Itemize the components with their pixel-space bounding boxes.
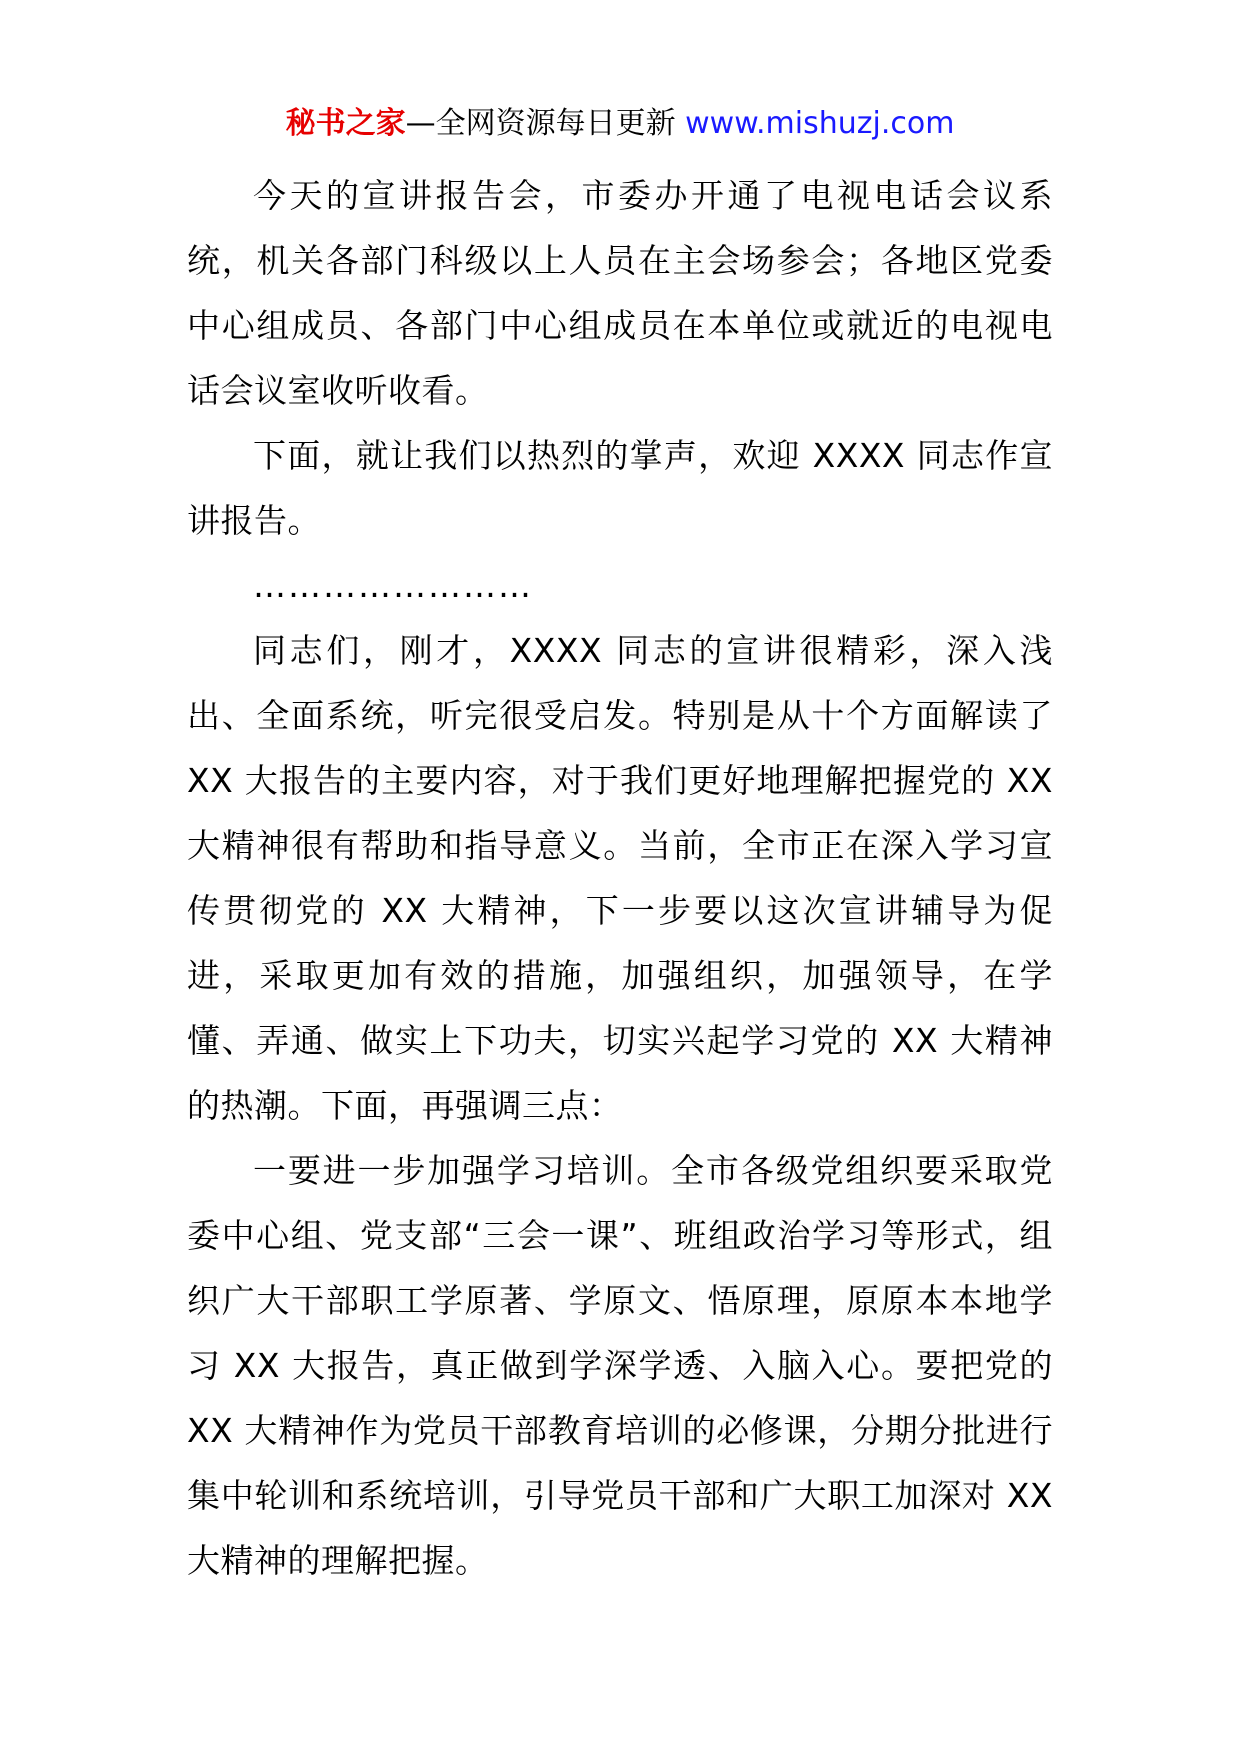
site-url-link[interactable]: www.mishuzj.com <box>685 106 955 141</box>
paragraph-welcome: 下面，就让我们以热烈的掌声，欢迎 XXXX 同志作宣讲报告。 <box>187 436 1053 540</box>
paragraph-summary: 同志们，刚才，XXXX 同志的宣讲很精彩，深入浅出、全面系统，听完很受启发。特别是从十个方面解读了 XX 大报告的主要内容，对于我们更好地理解把握党的 XX 大精神很有帮助和指导意义。当前，全市正在深入学习宣传贯彻党的 XX 大精神，下一步要以这次宣讲辅导为促进，采取更加有效的措施，加强组织，加强领导，在学懂、弄通、做实上下功夫，切实兴起学习党的 XX 大精神的热潮。下面，再强调三点： <box>187 631 1053 1125</box>
site-brand: 秘书之家 <box>285 106 406 141</box>
site-tagline: —全网资源每日更新 <box>405 106 676 141</box>
ellipsis-divider: …………………… <box>253 566 533 605</box>
site-header <box>0 102 1240 146</box>
paragraph-point-one: 一要进一步加强学习培训。全市各级党组织要采取党委中心组、党支部“三会一课”、班组政治学习等形式，组织广大干部职工学原著、学原文、悟原理，原原本本地学习 XX 大报告，真正做到学深学透、入脑入心。要把党的 XX 大精神作为党员干部教育培训的必修课，分期分批进行集中轮训和系统培训，引导党员干部和广大职工加深对 XX 大精神的理解把握。 <box>187 1151 1053 1580</box>
paragraph-conference-intro: 今天的宣讲报告会，市委办开通了电视电话会议系统，机关各部门科级以上人员在主会场参会；各地区党委中心组成员、各部门中心组成员在本单位或就近的电视电话会议室收听收看。 <box>187 176 1053 410</box>
document-body <box>187 163 1053 1593</box>
